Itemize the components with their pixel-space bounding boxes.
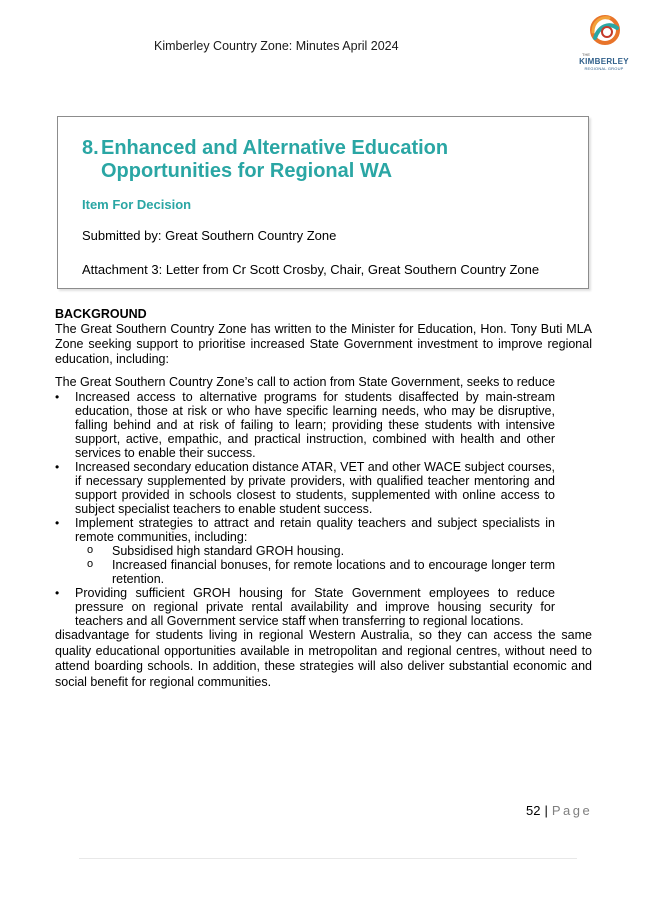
- kimberley-swirl-logo-icon: [585, 12, 625, 52]
- page-number: 52: [526, 803, 541, 818]
- item-number: 8.: [82, 137, 99, 159]
- background-bullet-list: [55, 390, 555, 628]
- page-separator: |: [544, 803, 548, 818]
- list-item: [55, 516, 555, 586]
- sub-bullet-list: [87, 544, 555, 586]
- logo-small-text: THE: [582, 52, 590, 57]
- item-attachment: Attachment 3: Letter from Cr Scott Crosby, Chair, Great Southern Country Zone: [82, 262, 540, 277]
- sub-list-item: o Subsidised high standard GROH housing.: [87, 544, 555, 558]
- sub-list-item: o Increased financial bonuses, for remote locations and to encourage longer term retention.: [87, 558, 555, 586]
- document-header-title: Kimberley Country Zone: Minutes April 2024: [154, 39, 399, 53]
- background-closing-paragraph: disadvantage for students living in regional Western Australia, so they can access the same quality educational opportunities available in metropolitan and regional centres, without need to attend boarding schools. In addition, these strategies will also deliver substantial economic and social benefit for regional communities.: [55, 628, 592, 689]
- list-item: • Providing sufficient GROH housing for State Government employees to reduce pressure on regional private rental availability and improve housing security for teachers and all Government service staff when transferring to regional locations.: [55, 586, 555, 628]
- agenda-item-box: [57, 116, 589, 289]
- list-item-text: Implement strategies to attract and retain quality teachers and subject specialists in remote communities, including:: [75, 516, 555, 544]
- kimberley-regional-group-logo: [575, 12, 633, 78]
- item-decision-label: Item For Decision: [82, 197, 192, 212]
- page-word: Page: [551, 803, 593, 818]
- call-to-action-line: The Great Southern Country Zone’s call to action from State Government, seeks to reduce: [55, 375, 556, 389]
- item-submitted-by: Submitted by: Great Southern Country Zone: [82, 228, 337, 243]
- background-intro-paragraph: The Great Southern Country Zone has written to the Minister for Education, Hon. Tony Buti MLA Zone seeking support to prioritise increased State Government investment to improve regional education, including:: [55, 322, 592, 366]
- footer-divider: [79, 858, 577, 859]
- page-number-footer: [526, 803, 592, 818]
- background-heading: BACKGROUND: [55, 307, 147, 321]
- list-item: • Increased access to alternative programs for students disaffected by main-stream education, those at risk or who have specific learning needs, who may be disruptive, falling behind and at risk of failing to learn; providing these students with intensive support, active, empathic, and practical instruction, combined with health and other services to enable their success.: [55, 390, 555, 460]
- logo-subtitle: REGIONAL GROUP: [584, 66, 624, 71]
- item-title: Enhanced and Alternative Education Opportunities for Regional WA: [101, 137, 449, 182]
- list-item: • Increased secondary education distance ATAR, VET and other WACE subject courses, if necessary supplemented by private providers, with qualified teacher mentoring and support provided in schools closest to students, supplemented with online access to subject specialist teachers to enable student success.: [55, 460, 555, 516]
- logo-name: KIMBERLEY: [579, 57, 629, 66]
